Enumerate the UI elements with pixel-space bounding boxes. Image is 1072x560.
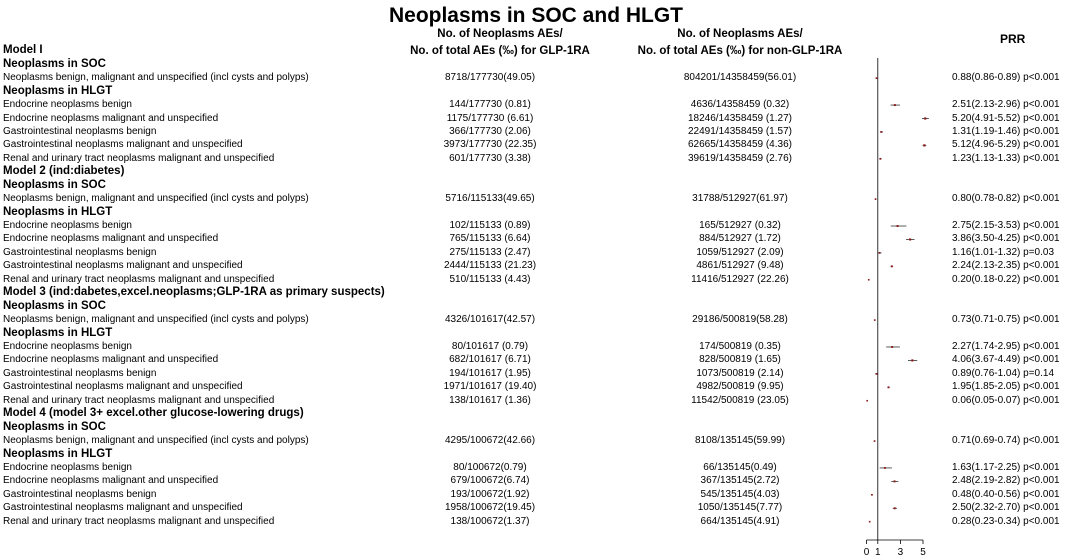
glp-count-cell: 682/101617 (6.71): [449, 354, 531, 366]
non-glp-count-cell: 367/135145(2.72): [700, 475, 780, 487]
prr-value-cell: 2.75(2.15-3.53) p<0.001: [952, 220, 1060, 232]
glp-header-line2: No. of total AEs (‰) for GLP-1RA: [410, 45, 590, 57]
prr-value-cell: 5.20(4.91-5.52) p<0.001: [952, 112, 1060, 124]
prr-value-cell: 0.88(0.86-0.89) p<0.001: [952, 72, 1060, 84]
non-glp-count-cell: 664/135145(4.91): [700, 515, 780, 527]
glp-count-cell: 193/100672(1.92): [450, 488, 530, 500]
prr-value-cell: 5.12(4.96-5.29) p<0.001: [952, 139, 1060, 151]
non-glp-header-line2: No. of total AEs (‰) for non-GLP-1RA: [637, 45, 843, 57]
prr-point: [866, 400, 868, 402]
non-glp-count-cell: 1050/135145(7.77): [697, 502, 783, 514]
row-label: Endocrine neoplasms benign: [3, 340, 132, 352]
non-glp-count-cell: 4982/500819 (9.95): [696, 381, 784, 393]
prr-point: [894, 480, 896, 482]
prr-point: [871, 494, 873, 496]
prr-point: [874, 440, 876, 442]
prr-value-cell: 0.06(0.05-0.07) p<0.001: [952, 394, 1060, 406]
prr-value-cell: 2.48(2.19-2.82) p<0.001: [952, 475, 1060, 487]
glp-count-cell: 8718/177730(49.05): [444, 72, 536, 84]
x-tick-label: 0: [863, 547, 870, 558]
glp-count-cell: 138/100672(1.37): [450, 515, 530, 527]
prr-point: [894, 507, 896, 509]
non-glp-count-cell: 22491/14358459 (1.57): [688, 125, 792, 137]
prr-point: [891, 346, 893, 348]
row-label: Gastrointestinal neoplasms malignant and unspecified: [3, 381, 243, 393]
x-tick-label: 5: [920, 547, 926, 558]
prr-point: [879, 252, 881, 254]
non-glp-count-cell: 66/135145(0.49): [703, 461, 777, 473]
glp-count-cell: 765/115133 (6.64): [449, 233, 531, 245]
x-tick-label: 1: [875, 547, 881, 558]
prr-value-cell: 0.89(0.76-1.04) p=0.14: [952, 367, 1055, 379]
row-label: Renal and urinary tract neoplasms malignant and unspecified: [3, 152, 275, 164]
row-label: Neoplasms in HLGT: [3, 447, 113, 460]
prr-point: [891, 265, 893, 267]
glp-count-cell: 2444/115133 (21.23): [443, 260, 537, 272]
glp-count-cell: 4295/100672(42.66): [444, 435, 536, 447]
row-label: Gastrointestinal neoplasms malignant and unspecified: [3, 139, 243, 151]
non-glp-count-cell: 39619/14358459 (2.76): [688, 152, 792, 164]
non-glp-count-cell: 174/500819 (0.35): [699, 340, 781, 352]
glp-count-cell: 102/115133 (0.89): [449, 220, 531, 232]
prr-point: [923, 144, 925, 146]
non-glp-header-line1: No. of Neoplasms AEs/: [677, 28, 803, 40]
row-label: Neoplasms in HLGT: [3, 205, 113, 218]
prr-value-cell: 2.50(2.32-2.70) p<0.001: [952, 502, 1060, 514]
row-label: Endocrine neoplasms malignant and unspecified: [3, 475, 219, 487]
glp-count-cell: 5716/115133(49.65): [445, 193, 535, 205]
glp-count-cell: 510/115133 (4.43): [449, 273, 531, 285]
row-label: Gastrointestinal neoplasms malignant and unspecified: [3, 502, 243, 514]
prr-point: [874, 319, 876, 321]
prr-point: [924, 117, 926, 119]
prr-point: [869, 521, 871, 523]
non-glp-count-cell: 804201/14358459(56.01): [683, 72, 797, 84]
row-label: Neoplasms in SOC: [3, 420, 106, 433]
row-label: Neoplasms benign, malignant and unspecified (incl cysts and polyps): [3, 435, 309, 447]
row-label: Endocrine neoplasms benign: [3, 220, 132, 232]
non-glp-count-cell: 828/500819 (1.65): [699, 354, 781, 366]
prr-point: [868, 279, 870, 281]
prr-value-cell: 1.31(1.19-1.46) p<0.001: [952, 125, 1060, 137]
non-glp-count-cell: 18246/14358459 (1.27): [688, 112, 792, 124]
prr-value-cell: 0.20(0.18-0.22) p<0.001: [952, 273, 1060, 285]
row-label: Neoplasms benign, malignant and unspecified (incl cysts and polyps): [3, 314, 309, 326]
glp-count-cell: 1958/100672(19.45): [444, 502, 536, 514]
glp-count-cell: 3973/177730 (22.35): [443, 139, 537, 151]
non-glp-count-cell: 11416/512927 (22.26): [691, 273, 789, 285]
glp-count-cell: 275/115133 (2.47): [449, 246, 531, 258]
non-glp-count-cell: 884/512927 (1.72): [699, 233, 781, 245]
row-label: Gastrointestinal neoplasms benign: [3, 488, 157, 500]
glp-count-cell: 1175/177730 (6.61): [446, 112, 534, 124]
row-label: Endocrine neoplasms malignant and unspecified: [3, 112, 219, 124]
row-label: Neoplasms in HLGT: [3, 84, 113, 97]
prr-value-cell: 0.28(0.23-0.34) p<0.001: [952, 515, 1060, 527]
glp-count-cell: 679/100672(6.74): [450, 475, 530, 487]
row-label: Endocrine neoplasms benign: [3, 99, 132, 111]
row-label: Renal and urinary tract neoplasms malignant and unspecified: [3, 515, 275, 527]
non-glp-count-cell: 4636/14358459 (0.32): [690, 99, 790, 111]
prr-column-header: PRR: [1000, 32, 1026, 46]
prr-value-cell: 1.23(1.13-1.33) p<0.001: [952, 152, 1060, 164]
prr-value-cell: 2.51(2.13-2.96) p<0.001: [952, 99, 1060, 111]
non-glp-count-cell: 1059/512927 (2.09): [696, 246, 784, 258]
glp-count-cell: 4326/101617(42.57): [444, 314, 536, 326]
prr-value-cell: 3.86(3.50-4.25) p<0.001: [952, 233, 1060, 245]
prr-value-cell: 0.48(0.40-0.56) p<0.001: [952, 488, 1060, 500]
prr-value-cell: 2.24(2.13-2.35) p<0.001: [952, 260, 1060, 272]
row-label: Endocrine neoplasms malignant and unspecified: [3, 354, 219, 366]
prr-point: [880, 158, 882, 160]
non-glp-count-cell: 8108/135145(59.99): [694, 435, 786, 447]
row-label: Gastrointestinal neoplasms malignant and unspecified: [3, 260, 243, 272]
prr-point: [888, 386, 890, 388]
row-label: Endocrine neoplasms malignant and unspecified: [3, 233, 219, 245]
prr-point: [876, 373, 878, 375]
prr-value-cell: 0.73(0.71-0.75) p<0.001: [952, 314, 1060, 326]
row-label: Neoplasms in SOC: [3, 178, 106, 191]
glp-count-cell: 138/101617 (1.36): [449, 394, 531, 406]
row-label: Model 4 (model 3+ excel.other glucose-lowering drugs): [3, 407, 304, 420]
row-label: Gastrointestinal neoplasms benign: [3, 246, 157, 258]
row-label: Model 3 (ind:dabetes,excel.neoplasms;GLP-1RA as primary suspects): [3, 286, 385, 299]
prr-point: [880, 131, 882, 133]
glp-count-cell: 366/177730 (2.06): [449, 125, 531, 137]
non-glp-count-cell: 29186/500819(58.28): [692, 314, 788, 326]
row-label: Model I: [3, 44, 43, 57]
prr-point: [909, 238, 911, 240]
non-glp-count-cell: 11542/500819 (23.05): [691, 394, 789, 406]
x-tick-label: 3: [897, 547, 904, 558]
glp-count-cell: 80/101617 (0.79): [451, 340, 529, 352]
prr-point: [875, 198, 877, 200]
non-glp-count-cell: 1073/500819 (2.14): [696, 367, 784, 379]
non-glp-count-cell: 545/135145(4.03): [700, 488, 780, 500]
row-label: Neoplasms benign, malignant and unspecified (incl cysts and polyps): [3, 193, 309, 205]
row-label: Neoplasms benign, malignant and unspecified (incl cysts and polyps): [3, 72, 309, 84]
prr-value-cell: 1.16(1.01-1.32) p=0.03: [952, 246, 1055, 258]
glp-count-cell: 601/177730 (3.38): [449, 152, 531, 164]
row-label: Gastrointestinal neoplasms benign: [3, 367, 157, 379]
prr-point: [894, 104, 896, 106]
row-label: Endocrine neoplasms benign: [3, 461, 132, 473]
prr-point: [884, 467, 886, 469]
prr-value-cell: 1.63(1.17-2.25) p<0.001: [952, 461, 1060, 473]
glp-count-cell: 144/177730 (0.81): [449, 99, 531, 111]
prr-point: [897, 225, 899, 227]
non-glp-count-cell: 31788/512927(61.97): [692, 193, 788, 205]
glp-count-cell: 194/101617 (1.95): [449, 367, 531, 379]
prr-value-cell: 0.80(0.78-0.82) p<0.001: [952, 193, 1060, 205]
prr-point: [911, 359, 913, 361]
non-glp-count-cell: 4861/512927 (9.48): [696, 260, 784, 272]
prr-value-cell: 1.95(1.85-2.05) p<0.001: [952, 381, 1060, 393]
row-label: Neoplasms in HLGT: [3, 326, 113, 339]
non-glp-count-cell: 62665/14358459 (4.36): [688, 139, 792, 151]
prr-point: [876, 77, 878, 79]
row-label: Model 2 (ind:diabetes): [3, 165, 125, 178]
row-label: Renal and urinary tract neoplasms malignant and unspecified: [3, 394, 275, 406]
row-label: Neoplasms in SOC: [3, 299, 106, 312]
non-glp-count-cell: 165/512927 (0.32): [699, 220, 781, 232]
glp-count-cell: 1971/101617 (19.40): [443, 381, 537, 393]
glp-header-line1: No. of Neoplasms AEs/: [437, 28, 563, 40]
row-label: Gastrointestinal neoplasms benign: [3, 125, 157, 137]
prr-value-cell: 4.06(3.67-4.49) p<0.001: [952, 354, 1060, 366]
prr-value-cell: 0.71(0.69-0.74) p<0.001: [952, 435, 1060, 447]
glp-count-cell: 80/100672(0.79): [453, 461, 527, 473]
prr-value-cell: 2.27(1.74-2.95) p<0.001: [952, 340, 1060, 352]
chart-title: Neoplasms in SOC and HLGT: [388, 4, 684, 27]
row-label: Neoplasms in SOC: [3, 57, 106, 70]
row-label: Renal and urinary tract neoplasms malignant and unspecified: [3, 273, 275, 285]
